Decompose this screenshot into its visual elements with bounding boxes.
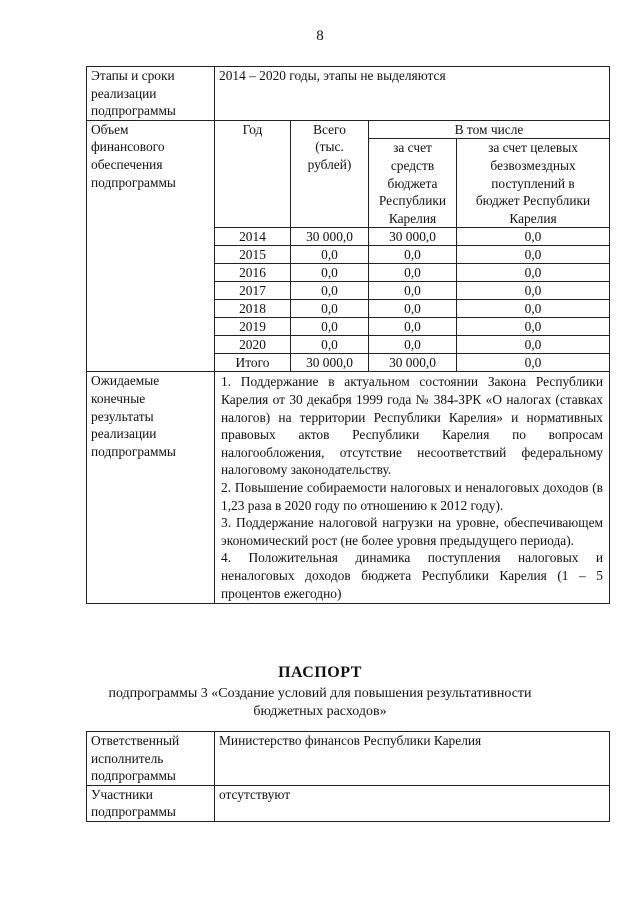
budget-cell: 0,0 — [369, 282, 457, 300]
total-cell: 0,0 — [291, 300, 369, 318]
stages-row — [87, 67, 610, 121]
total-cell: 30 000,0 — [291, 228, 369, 246]
grants-cell: 0,0 — [457, 354, 610, 372]
stages-value: 2014 – 2020 годы, этапы не выделяются — [215, 67, 610, 121]
page-number: 8 — [316, 28, 324, 44]
year-cell: 2014 — [215, 228, 291, 246]
result-item: 1. Поддержание в актуальном состоянии Закона Республики Карелия от 30 декабря 1999 года № 384-ЗРК «О налогах (ставках налогов) на территории Республики Карелия» и нормативных правовых актов Республики Карелия по вопросам налогообложения, отсутствие несоответствий федеральному налоговому законодательству. — [221, 374, 604, 478]
year-cell: Итого — [215, 354, 291, 372]
grants-cell: 0,0 — [457, 246, 610, 264]
passport-label: Участники подпрограммы — [87, 785, 215, 821]
budget-cell: 0,0 — [369, 318, 457, 336]
total-cell: 0,0 — [291, 282, 369, 300]
total-cell: 0,0 — [291, 246, 369, 264]
passport-value: отсутствуют — [215, 785, 610, 821]
passport-label: Ответственный исполнитель подпрограммы — [87, 732, 215, 786]
result-item: 2. Повышение собираемости налоговых и неналоговых доходов (в 1,23 раза в 2020 году по отношению к 2012 году). — [221, 479, 604, 513]
year-cell: 2020 — [215, 336, 291, 354]
funding-label: Объем финансового обеспечения подпрограммы — [87, 120, 215, 372]
grants-cell: 0,0 — [457, 336, 610, 354]
results-label: Ожидаемые конечные результаты реализации подпрограммы — [87, 372, 215, 604]
year-cell: 2018 — [215, 300, 291, 318]
year-cell: 2015 — [215, 246, 291, 264]
budget-cell: 30 000,0 — [369, 354, 457, 372]
col-including-header: В том числе — [369, 120, 610, 139]
grants-cell: 0,0 — [457, 264, 610, 282]
results-value — [215, 372, 610, 604]
passport-row — [87, 732, 610, 786]
year-cell: 2016 — [215, 264, 291, 282]
budget-cell: 0,0 — [369, 264, 457, 282]
col-grants-header: за счет целевых безвозмездных поступлений в бюджет Республики Карелия — [457, 139, 610, 228]
grants-cell: 0,0 — [457, 282, 610, 300]
col-budget-header: за счет средств бюджета Республики Карелия — [369, 139, 457, 228]
total-cell: 0,0 — [291, 318, 369, 336]
grants-cell: 0,0 — [457, 300, 610, 318]
col-year-header: Год — [215, 120, 291, 228]
grants-cell: 0,0 — [457, 318, 610, 336]
result-item: 4. Положительная динамика поступления налоговых и неналоговых доходов бюджета Республики Карелия (1 – 5 процентов ежегодно) — [221, 550, 604, 601]
passport-title: ПАСПОРТ — [278, 664, 362, 681]
stages-label: Этапы и сроки реализации подпрограммы — [87, 67, 215, 121]
result-item: 3. Поддержание налоговой нагрузки на уровне, обеспечивающем экономический рост (не более уровня предыдущего периода). — [221, 515, 604, 548]
passport-subtitle: подпрограммы 3 «Создание условий для повышения результативности бюджетных расходов» — [108, 686, 532, 719]
col-total-header: Всего (тыс. рублей) — [291, 120, 369, 228]
total-cell: 30 000,0 — [291, 354, 369, 372]
funding-header-row — [87, 120, 610, 139]
year-cell: 2017 — [215, 282, 291, 300]
grants-cell: 0,0 — [457, 228, 610, 246]
total-cell: 0,0 — [291, 336, 369, 354]
budget-cell: 30 000,0 — [369, 228, 457, 246]
passport-row — [87, 785, 610, 821]
year-cell: 2019 — [215, 318, 291, 336]
subprogram-info-table — [86, 66, 610, 604]
total-cell: 0,0 — [291, 264, 369, 282]
budget-cell: 0,0 — [369, 300, 457, 318]
results-row — [87, 372, 610, 604]
budget-cell: 0,0 — [369, 246, 457, 264]
passport-table — [86, 731, 610, 822]
budget-cell: 0,0 — [369, 336, 457, 354]
passport-value: Министерство финансов Республики Карелия — [215, 732, 610, 786]
